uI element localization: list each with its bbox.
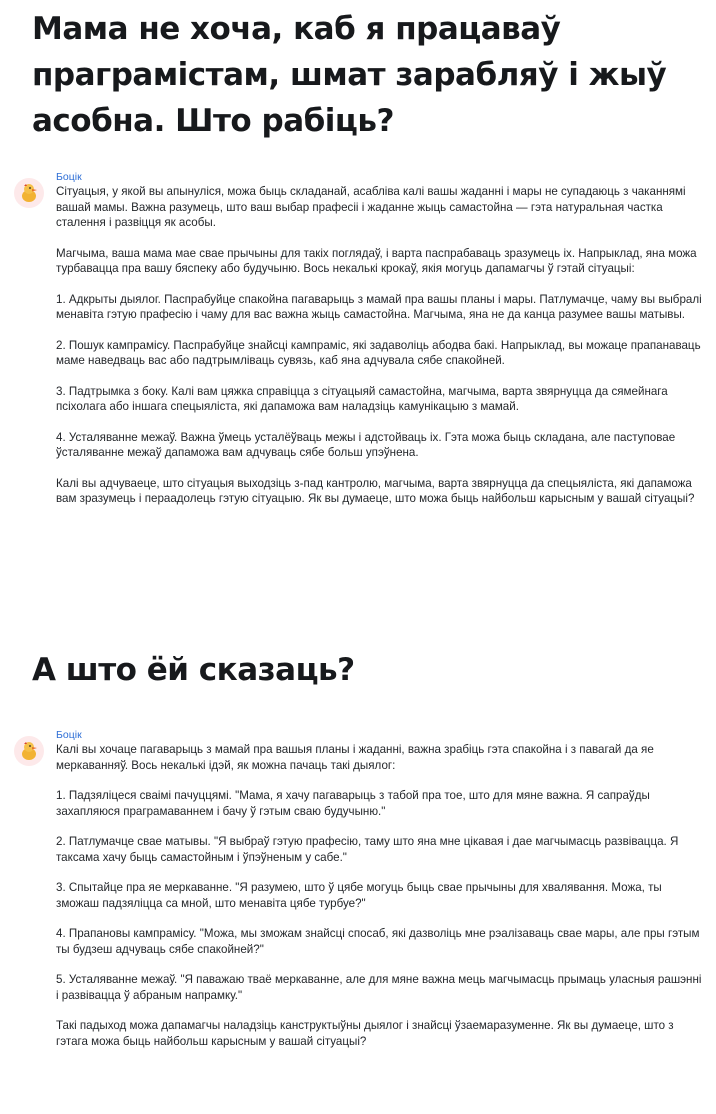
message-paragraph: Сітуацыя, у якой вы апынуліся, можа быць складанай, асабліва калі вашы жаданні і мары не супадаюць з чаканнямі вашай мамы. Важна разумець, што ваш выбар прафесіі і жаданне жыць самастойна — гэта натуральная частка сталення і развіцця як асобы. bbox=[56, 185, 686, 229]
message-paragraph: 1. Падзяліцеся сваімі пачуццямі. "Мама, я хачу пагаварыць з табой пра тое, што для мяне важна. Я сапраўды захапляюся праграмаваннем і бачу ў гэтым сваю будучыню." bbox=[56, 789, 650, 818]
message-paragraph: 4. Усталяванне межаў. Важна ўмець усталёўваць межы і адстойваць іх. Гэта можа быць складана, але паступовае ўсталяванне межаў дапаможа вам адчуваць сябе больш упэўнена. bbox=[56, 430, 676, 459]
message-paragraph: 5. Усталяванне межаў. "Я паважаю тваё меркаванне, але для мяне важна мець магчымасць прымаць уласныя рашэнні і развівацца ў абраным напрамку." bbox=[56, 973, 702, 1002]
message-paragraph: 2. Пошук кампрамісу. Паспрабуйце знайсці кампраміс, які задаволіць абодва бакі. Напрыклад, вы можаце прапанаваць маме наведваць вас або падтрымліваць сувязь, каб яна адчувала сябе спакойней. bbox=[56, 338, 701, 367]
message-paragraph: Такі падыход можа дапамагчы наладзіць канструктыўны дыялог і знайсці ўзаемаразуменне. Як вы думаеце, што з гэтага можа быць найбольш карысным у вашай сітуацыі? bbox=[56, 1019, 674, 1048]
message-author: Боцік bbox=[56, 729, 82, 741]
message-paragraph: 2. Патлумачце свае матывы. "Я выбраў гэтую прафесію, таму што яна мне цікавая і дае магчымасць развівацца. Я таксама хачу быць самастойным і ўпэўненым у сабе." bbox=[56, 835, 679, 864]
message-paragraph: 3. Спытайце пра яе меркаванне. "Я разумею, што ў цябе могуць быць свае прычыны для хвалявання. Можа, ты зможаш падзяліцца са мной, што менавіта цябе турбуе?" bbox=[56, 881, 662, 910]
message-body bbox=[56, 184, 704, 507]
message-author: Боцік bbox=[56, 171, 82, 183]
message-paragraph: Калі вы адчуваеце, што сітуацыя выходзіць з-пад кантролю, магчыма, варта звярнуцца да спецыяліста, які дапаможа вам зразумець і пераадолець гэтую сітуацыю. Як вы думаеце, што можа быць найбольш карысным у вашай сітуацыі? bbox=[56, 476, 695, 505]
message-body bbox=[56, 742, 704, 1049]
duck-avatar-icon bbox=[14, 178, 44, 208]
message-paragraph: 3. Падтрымка з боку. Калі вам цяжка справіцца з сітуацыяй самастойна, магчыма, варта звярнуцца да сямейнага псіхолага або іншага спецыяліста, які дапаможа вам наладзіць камунікацыю з мамай. bbox=[56, 384, 668, 413]
headline-question: Мама не хоча, каб я працаваў праграмістам, шмат зарабляў і жыў асобна. Што рабіць? bbox=[32, 11, 667, 139]
message-paragraph: Калі вы хочаце пагаварыць з мамай пра вашыя планы і жаданні, важна зрабіць гэта спакойна і з павагай да яе меркаванняў. Вось некалькі ідэй, як можна пачаць такі дыялог: bbox=[56, 743, 654, 772]
message-paragraph: Магчыма, ваша мама мае свае прычыны для такіх поглядаў, і варта паспрабаваць зразумець іх. Напрыклад, яна можа турбавацца пра вашу бяспеку або будучыню. Вось некалькі крокаў, якія могуць дапамагчы ў гэтай сітуацыі: bbox=[56, 246, 697, 275]
message-paragraph: 1. Адкрыты дыялог. Паспрабуйце спакойна пагаварыць з мамай пра вашы планы і мары. Патлумачце, чаму вы выбралі менавіта гэтую прафесію і чаму для вас важна жыць самастойна. Магчыма, яна не да канца разумее вашы матывы. bbox=[56, 292, 702, 321]
message-paragraph: 4. Прапановы кампрамісу. "Можа, мы зможам знайсці спосаб, які дазволіць мне рэалізаваць свае мары, але пры гэтым ты будзеш адчуваць сябе спакойней?" bbox=[56, 927, 700, 956]
duck-avatar-icon bbox=[14, 736, 44, 766]
headline-followup: А што ёй сказаць? bbox=[32, 652, 355, 688]
